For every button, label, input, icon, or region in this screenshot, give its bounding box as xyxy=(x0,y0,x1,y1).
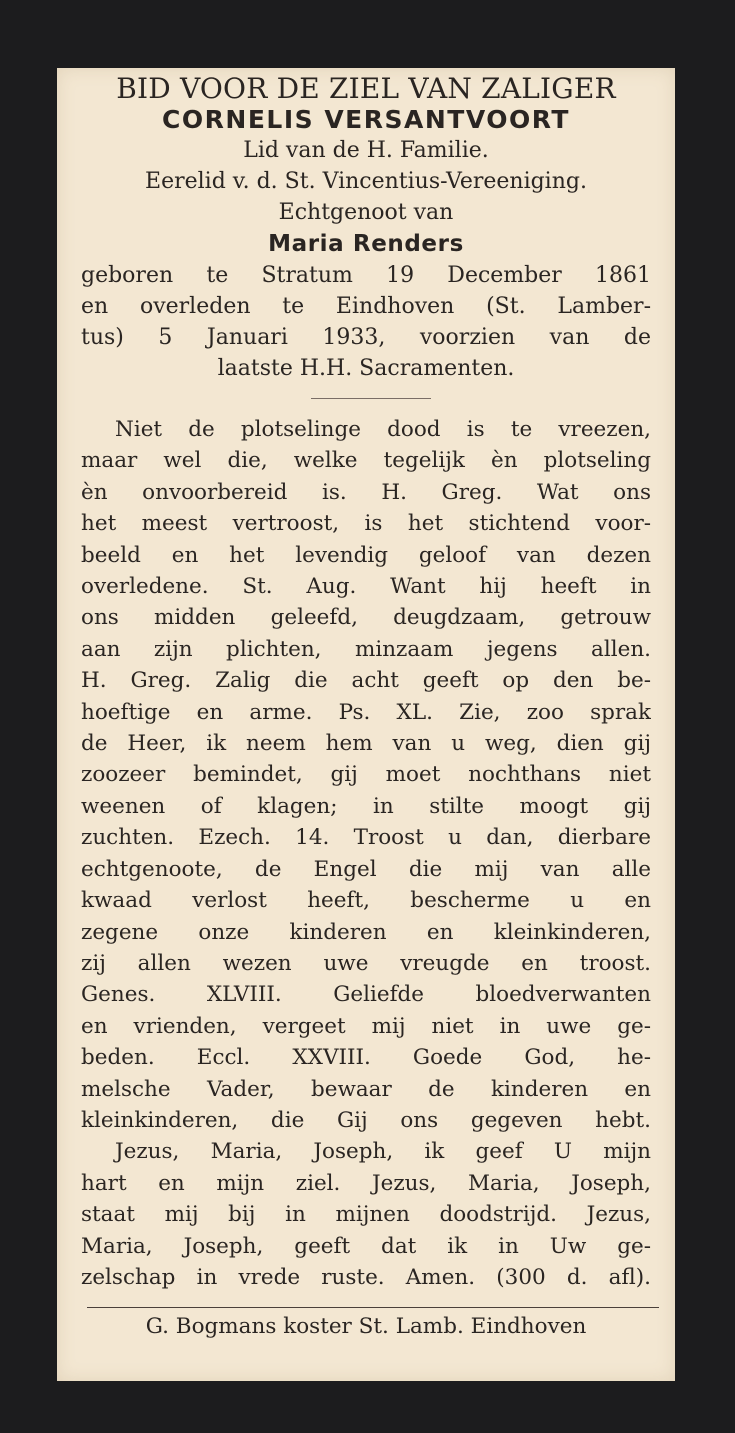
membership-line: Lid van de H. Familie. xyxy=(243,138,489,163)
spouse-intro: Echtgenoot van xyxy=(278,200,454,225)
prayer-line: hart en mijn ziel. Jezus, Maria, Joseph, xyxy=(81,1170,651,1196)
prayer-line: kleinkinderen, die Gij ons gegeven hebt. xyxy=(81,1107,651,1133)
prayer-line: Jezus, Maria, Joseph, ik geef U mijn xyxy=(115,1139,651,1165)
prayer-heading: BID VOOR DE ZIEL VAN ZALIGER xyxy=(116,72,616,105)
prayer-line: beeld en het levendig geloof van dezen xyxy=(81,542,651,568)
prayer-line: zuchten. Ezech. 14. Troost u dan, dierbare xyxy=(81,825,651,851)
prayer-line: staat mij bij in mijnen doodstrijd. Jezus, xyxy=(81,1202,651,1228)
card-header xyxy=(57,72,675,384)
prayer-line: zij allen wezen uwe vreugde en troost. xyxy=(81,950,651,976)
prayer-line: echtgenoote, de Engel die mij van alle xyxy=(81,856,651,882)
prayer-line: weenen of klagen; in stilte moogt gij xyxy=(81,793,651,819)
prayer-line: maar wel die, welke tegelijk èn plotseling xyxy=(81,448,651,474)
prayer-text xyxy=(81,414,651,1293)
sacraments-line: laatste H.H. Sacramenten. xyxy=(217,356,515,381)
birth-death-line: en overleden te Eindhoven (St. Lamber- xyxy=(81,294,651,319)
prayer-line: en vrienden, vergeet mij niet in uwe ge- xyxy=(81,1013,651,1039)
prayer-line: de Heer, ik neem hem van u weg, dien gij xyxy=(81,731,651,757)
spouse-name: Maria Renders xyxy=(268,231,464,257)
prayer-line: H. Greg. Zalig die acht geeft op den be- xyxy=(81,668,651,694)
header-divider xyxy=(311,398,431,399)
prayer-line: melsche Vader, bewaar de kinderen en xyxy=(81,1076,651,1102)
card-paper xyxy=(57,68,675,1381)
prayer-line: zelschap in vrede ruste. Amen. (300 d. afl). xyxy=(81,1264,651,1290)
honorary-membership-line: Eerelid v. d. St. Vincentius-Vereeniging. xyxy=(145,169,587,194)
prayer-line: het meest vertroost, is het stichtend voor- xyxy=(81,511,651,537)
prayer-line: èn onvoorbereid is. H. Greg. Wat ons xyxy=(81,479,651,505)
prayer-line: kwaad verlost heeft, bescherme u en xyxy=(81,888,651,914)
prayer-line: beden. Eccl. XXVIII. Goede God, he- xyxy=(81,1045,651,1071)
deceased-name: CORNELIS VERSANTVOORT xyxy=(162,105,570,134)
birth-death-line: geboren te Stratum 19 December 1861 xyxy=(81,263,651,288)
prayer-line: ons midden geleefd, deugdzaam, getrouw xyxy=(81,605,651,631)
prayer-line: Genes. XLVIII. Geliefde bloedverwanten xyxy=(81,982,651,1008)
prayer-line: hoeftige en arme. Ps. XL. Zie, zoo sprak xyxy=(81,699,651,725)
birth-death-line: tus) 5 Januari 1933, voorzien van de xyxy=(81,325,651,350)
prayer-line: Maria, Joseph, geeft dat ik in Uw ge- xyxy=(81,1233,651,1259)
printer-credit: G. Bogmans koster St. Lamb. Eindhoven xyxy=(145,1314,587,1339)
prayer-line: Niet de plotselinge dood is te vreezen, xyxy=(115,417,651,442)
prayer-line: zoozeer bemindet, gij moet nochthans niet xyxy=(81,762,651,788)
prayer-line: aan zijn plichten, minzaam jegens allen. xyxy=(81,636,651,662)
prayer-line: overledene. St. Aug. Want hij heeft in xyxy=(81,574,651,600)
footer-divider xyxy=(87,1307,659,1308)
prayer-line: zegene onze kinderen en kleinkinderen, xyxy=(81,919,651,945)
